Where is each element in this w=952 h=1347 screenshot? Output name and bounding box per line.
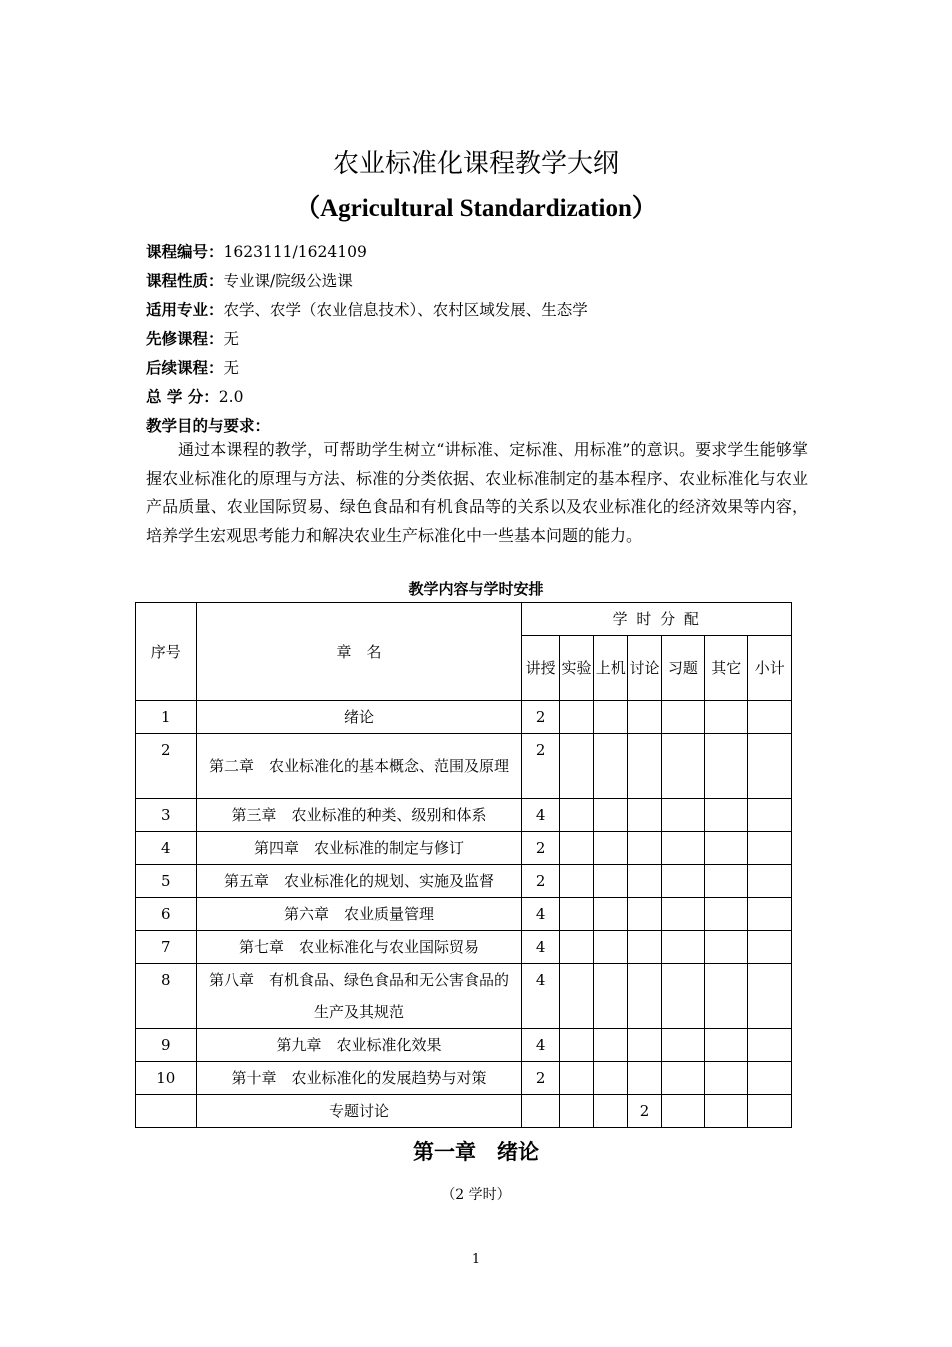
page-number: 1 [471,1252,481,1267]
schedule-table [135,602,792,1128]
row-hours [559,701,593,734]
row-hours [705,931,748,964]
document-subtitle: （Agricultural Standardization） [295,195,657,222]
row-index: 2 [136,734,197,799]
row-hours [594,898,628,931]
row-hours [594,931,628,964]
row-hours: 4 [522,964,559,1029]
header-index: 序号 [136,603,197,701]
row-hours [661,1095,704,1128]
meta-label: 总 学 分： [146,388,219,406]
row-chapter: 第六章 农业质量管理 [196,898,522,931]
row-hours [705,734,748,799]
row-hours: 2 [522,1062,559,1095]
row-hours: 4 [522,898,559,931]
row-index: 9 [136,1029,197,1062]
row-hours [628,701,661,734]
table-row [136,701,792,734]
row-hours: 4 [522,1029,559,1062]
row-index: 5 [136,865,197,898]
row-hours [559,832,593,865]
row-hours [661,1062,704,1095]
table-row [136,1029,792,1062]
row-hours [748,931,792,964]
meta-value: 无 [223,330,240,348]
row-hours [661,898,704,931]
row-hours [661,734,704,799]
row-hours [748,1062,792,1095]
meta-value: 无 [223,359,240,377]
meta-majors [146,298,826,322]
row-hours [594,964,628,1029]
row-index: 3 [136,799,197,832]
row-chapter: 绪论 [196,701,522,734]
row-index: 4 [136,832,197,865]
table-row [136,931,792,964]
table-row [136,1095,792,1128]
meta-course-code [146,240,826,264]
row-index: 8 [136,964,197,1029]
header-chapter: 章 名 [196,603,522,701]
meta-follow-up [146,356,826,380]
row-hours [705,898,748,931]
row-hours [594,701,628,734]
row-hours: 4 [522,799,559,832]
meta-label: 课程编号： [146,243,224,261]
row-hours [705,865,748,898]
row-hours [748,865,792,898]
row-hours [522,1095,559,1128]
header-col-lab: 实验 [559,636,593,701]
row-hours [628,1029,661,1062]
row-hours [748,734,792,799]
row-hours [705,1095,748,1128]
row-chapter: 第十章 农业标准化的发展趋势与对策 [196,1062,522,1095]
row-hours: 2 [628,1095,661,1128]
row-chapter: 第二章 农业标准化的基本概念、范围及原理 [196,734,522,799]
row-hours [748,832,792,865]
meta-credits [146,385,826,409]
row-hours [705,799,748,832]
row-hours [559,865,593,898]
row-hours [594,799,628,832]
table-row [136,898,792,931]
header-col-other: 其它 [705,636,748,701]
row-hours [748,1095,792,1128]
row-chapter: 专题讨论 [196,1095,522,1128]
row-hours [748,799,792,832]
row-hours [705,832,748,865]
chapter-one-title: 第一章 绪论 [413,1140,539,1164]
row-chapter: 第四章 农业标准的制定与修订 [196,832,522,865]
row-hours [661,701,704,734]
row-hours [661,865,704,898]
row-hours: 2 [522,832,559,865]
meta-value: 专业课/院级公选课 [223,272,353,290]
table-row [136,734,792,799]
row-hours [661,799,704,832]
meta-label: 教学目的与要求： [146,417,271,435]
row-hours [628,1062,661,1095]
row-hours [594,865,628,898]
meta-course-type [146,269,826,293]
meta-objectives [146,414,826,438]
row-index: 6 [136,898,197,931]
row-hours [705,964,748,1029]
row-hours [628,898,661,931]
row-hours [628,799,661,832]
table-row [136,865,792,898]
table-caption: 教学内容与学时安排 [408,580,544,598]
row-chapter: 第三章 农业标准的种类、级别和体系 [196,799,522,832]
row-hours [594,1062,628,1095]
row-chapter: 第九章 农业标准化效果 [196,1029,522,1062]
row-hours [661,832,704,865]
row-hours [559,964,593,1029]
table-row [136,799,792,832]
meta-value: 1623111/1624109 [223,243,367,261]
row-index: 1 [136,701,197,734]
header-hours-group: 学 时 分 配 [522,603,792,636]
table-row [136,832,792,865]
row-hours: 2 [522,865,559,898]
meta-prerequisite [146,327,826,351]
row-chapter: 第五章 农业标准化的规划、实施及监督 [196,865,522,898]
meta-label: 先修课程： [146,330,224,348]
row-hours [661,964,704,1029]
header-col-computer: 上机 [594,636,628,701]
row-chapter: 第八章 有机食品、绿色食品和无公害食品的生产及其规范 [196,964,522,1029]
header-col-subtotal: 小计 [748,636,792,701]
row-hours [748,1029,792,1062]
row-index [136,1095,197,1128]
meta-value: 农学、农学（农业信息技术）、农村区域发展、生态学 [223,301,588,319]
row-hours [628,734,661,799]
row-hours [594,832,628,865]
row-hours [628,931,661,964]
meta-label: 课程性质： [146,272,224,290]
row-hours: 2 [522,734,559,799]
row-hours [748,701,792,734]
row-hours: 2 [522,701,559,734]
meta-label: 后续课程： [146,359,224,377]
row-hours [559,1029,593,1062]
meta-value: 2.0 [218,388,244,406]
row-hours [705,701,748,734]
row-hours [748,964,792,1029]
header-col-lecture: 讲授 [522,636,559,701]
row-hours [594,1095,628,1128]
row-hours [559,1095,593,1128]
row-chapter: 第七章 农业标准化与农业国际贸易 [196,931,522,964]
row-hours [628,832,661,865]
row-hours [628,964,661,1029]
row-hours [628,865,661,898]
table-row [136,964,792,1029]
row-hours [559,734,593,799]
row-hours [559,1062,593,1095]
row-hours [661,931,704,964]
row-hours [559,931,593,964]
row-hours [705,1029,748,1062]
row-hours [594,1029,628,1062]
row-hours [705,1062,748,1095]
header-col-discussion: 讨论 [628,636,661,701]
row-index: 7 [136,931,197,964]
row-hours [661,1029,704,1062]
meta-label: 适用专业： [146,301,224,319]
row-hours [559,898,593,931]
row-hours [748,898,792,931]
chapter-one-hours: （2 学时） [441,1187,511,1203]
row-hours: 4 [522,931,559,964]
row-hours [559,799,593,832]
document-title: 农业标准化课程教学大纲 [332,149,619,179]
intro-paragraph: 通过本课程的教学，可帮助学生树立“讲标准、定标准、用标准”的意识。要求学生能够掌握农业标准化的原理与方法、标准的分类依据、农业标准制定的基本程序、农业标准化与农业产品质量、农业国际贸易、绿色食品和有机食品等的关系以及农业标准化的经济效果等内容，培养学生宏观思考能力和解决农业生产标准化中一些基本问题的能力。 [146,440,808,546]
row-hours [594,734,628,799]
header-col-exercise: 习题 [661,636,704,701]
table-row [136,1062,792,1095]
row-index: 10 [136,1062,197,1095]
